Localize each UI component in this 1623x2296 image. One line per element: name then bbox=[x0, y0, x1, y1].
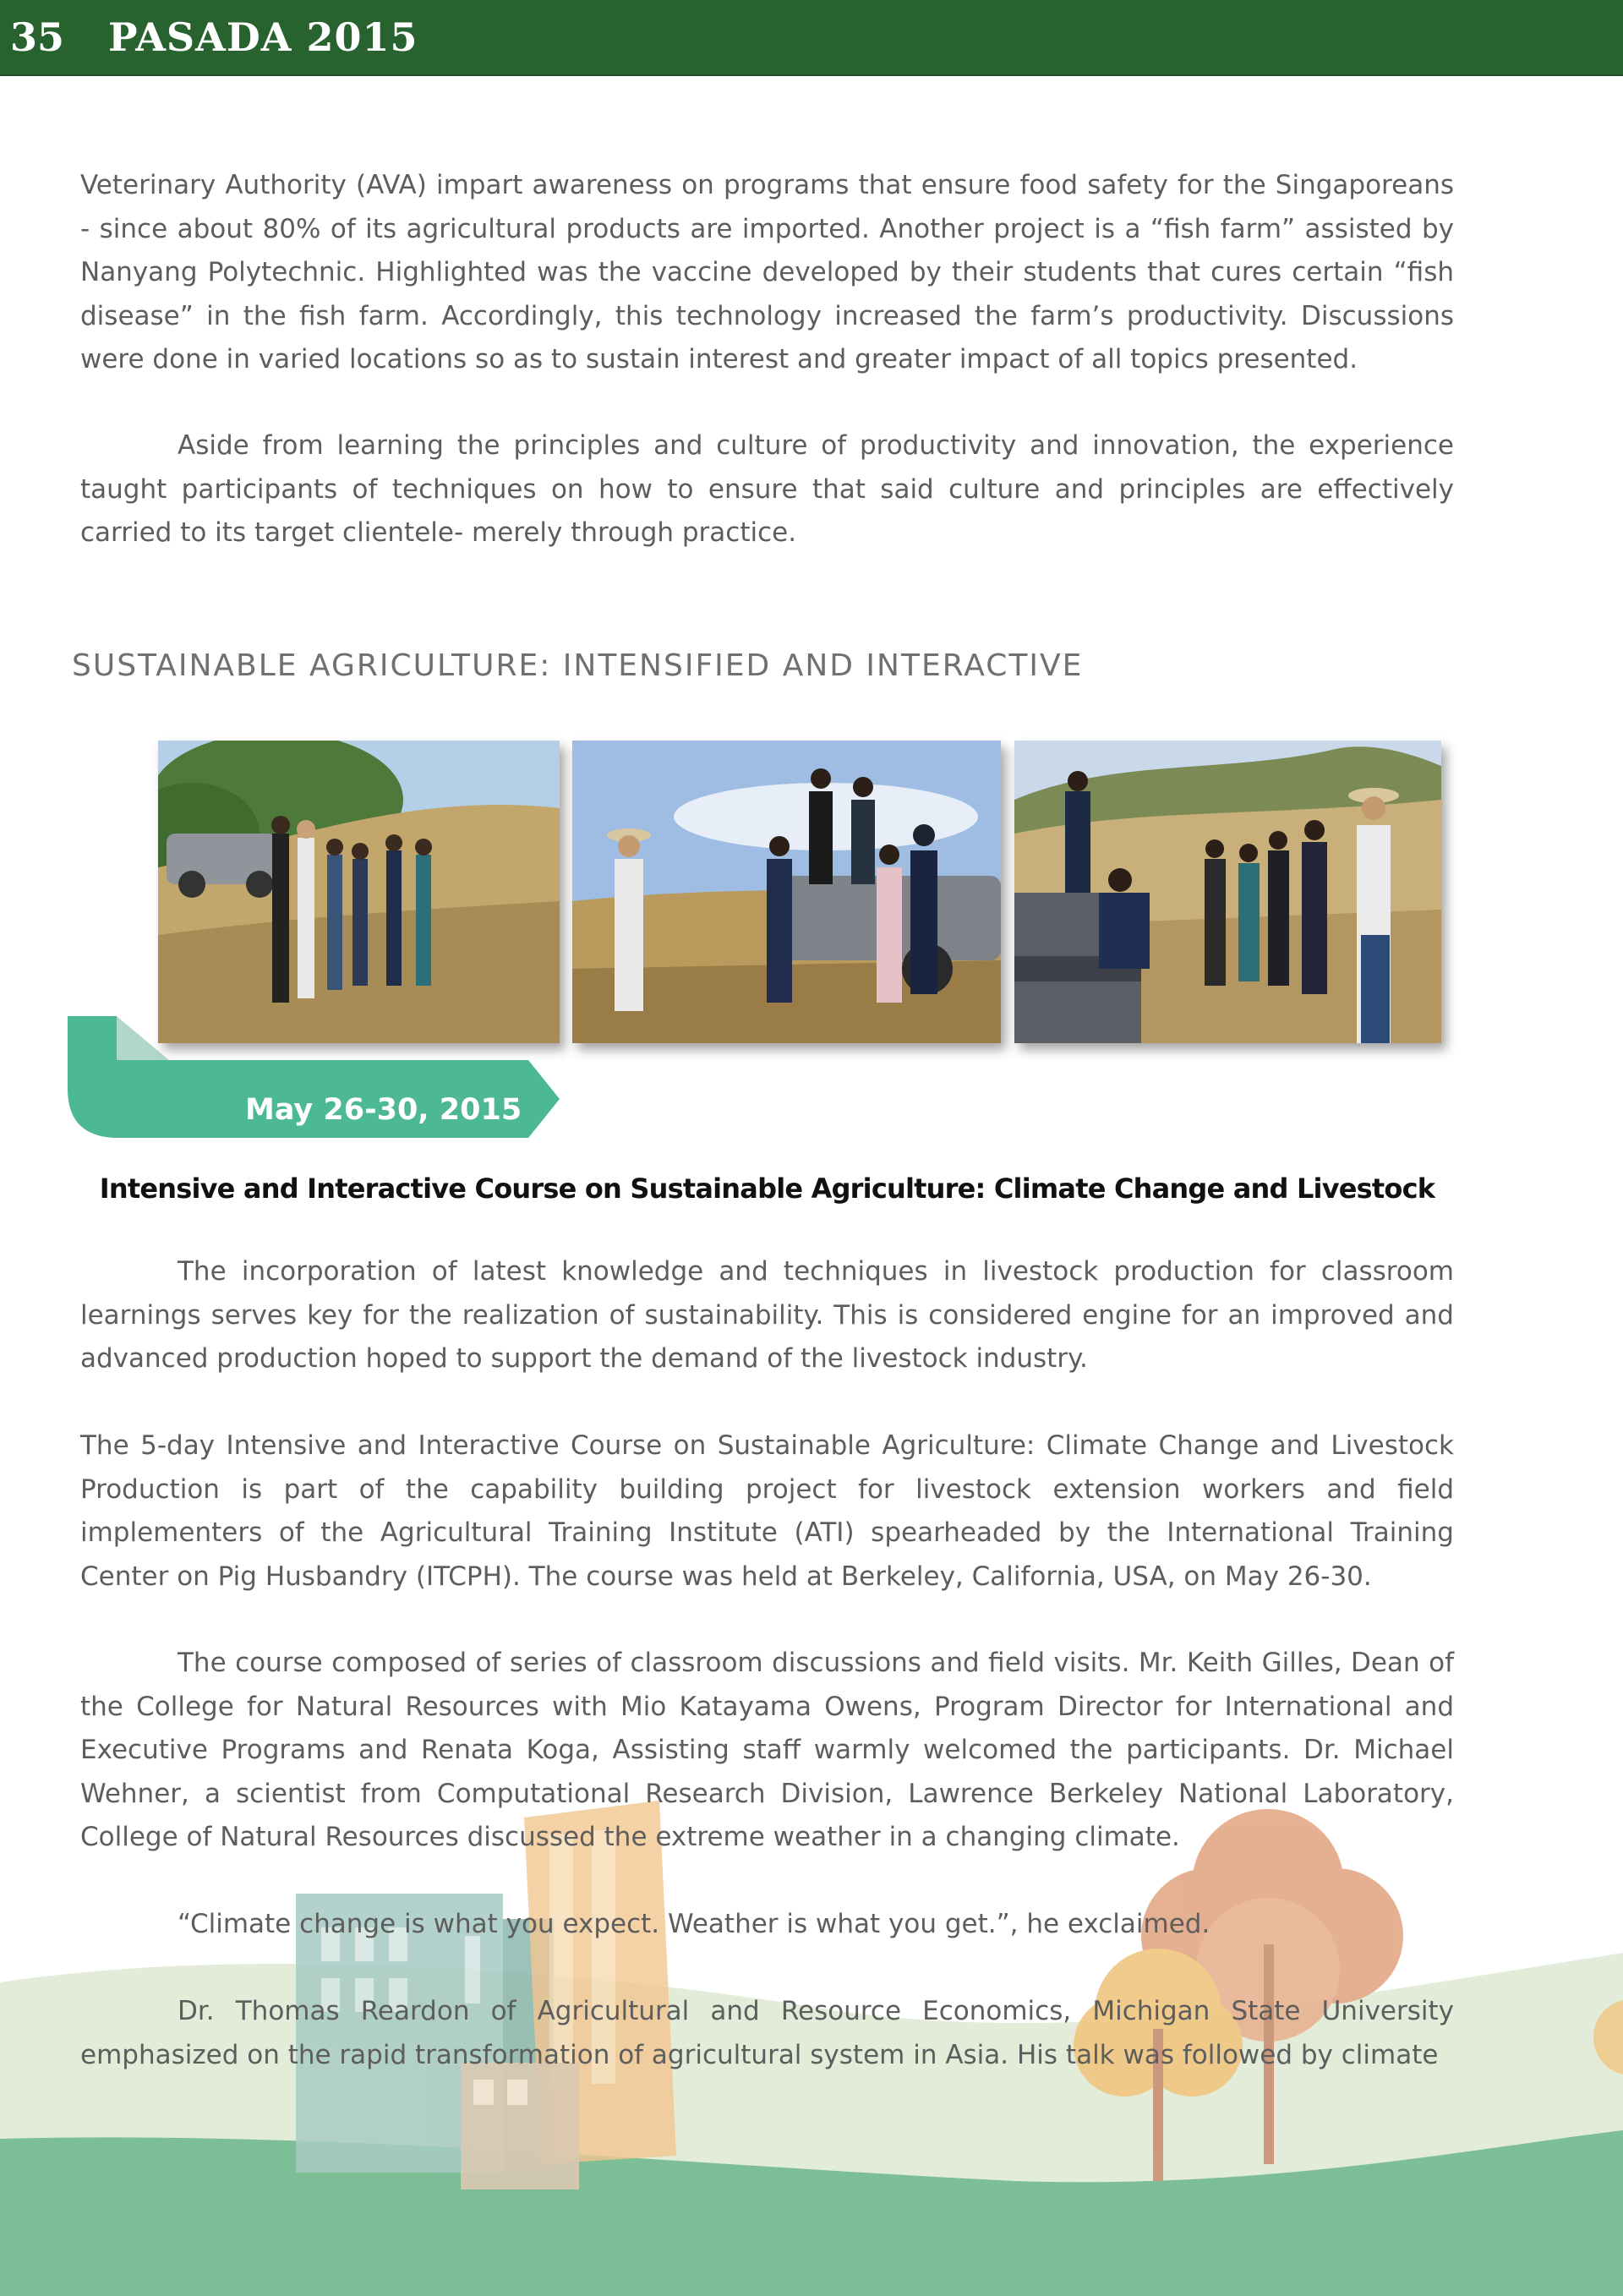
section-heading: SUSTAINABLE AGRICULTURE: INTENSIFIED AND INTERACTIVE bbox=[72, 648, 1084, 683]
event-date: May 26-30, 2015 bbox=[245, 1093, 522, 1127]
paragraph-course-composition: The course composed of series of classroom discussions and field visits. Mr. Keith Gilles, Dean of the College for Natural Resources with Mio Katayama Owens, Program Director for International and Executive Programs and Renata Koga, Assisting staff warmly welcomed the participants. Dr. Michael Wehner, a scientist from Computational Research Division, Lawrence Berkeley National Laboratory, College of Natural Resources discussed the extreme weather in a changing climate. bbox=[80, 1648, 1454, 1852]
field-photo-2 bbox=[572, 741, 1001, 1043]
paragraph-reardon: Dr. Thomas Reardon of Agricultural and Resource Economics, Michigan State University emphasized on the rapid transformation of agricultural system in Asia. His talk was followed by climate bbox=[80, 1996, 1454, 2070]
publication-title: PASADA 2015 bbox=[108, 14, 418, 60]
paragraph-incorporation: The incorporation of latest knowledge and techniques in livestock production for classroom learnings serves key for the realization of sustainability. This is considered engine for an improved and advanced production hoped to support the demand of the livestock industry. bbox=[80, 1256, 1454, 1374]
paragraph-five-day-course: The 5-day Intensive and Interactive Course on Sustainable Agriculture: Climate Change and Livestock Production is part of the capability building project for livestock extension workers and field implementers of the Agricultural Training Institute (ATI) spearheaded by the International Training Center on Pig Husbandry (ITCPH). The course was held at Berkeley, California, USA, on May 26-30. bbox=[80, 1430, 1454, 1592]
paragraph-ava: Veterinary Authority (AVA) impart awareness on programs that ensure food safety for the Singaporeans - since about 80% of its agricultural products are imported. Another project is a “fish farm” assisted by Nanyang Polytechnic. Highlighted was the vaccine developed by their students that cures certain “fish disease” in the fish farm. Accordingly, this technology increased the farm’s productivity. Discussions were done in varied locations so as to sustain interest and greater impact of all topics presented. bbox=[80, 170, 1454, 374]
paragraph-learning: Aside from learning the principles and culture of productivity and innovation, the experience taught participants of techniques on how to ensure that said culture and principles are effectively carried to its target clientele- merely through practice. bbox=[80, 430, 1454, 548]
quote-climate-change: “Climate change is what you expect. Weather is what you get.”, he exclaimed. bbox=[178, 1909, 1210, 1939]
page-number: 35 bbox=[10, 14, 65, 60]
course-title: Intensive and Interactive Course on Sustainable Agriculture: Climate Change and Livestock bbox=[99, 1173, 1435, 1205]
field-photo-3 bbox=[1014, 741, 1441, 1043]
field-photo-1 bbox=[158, 741, 560, 1043]
